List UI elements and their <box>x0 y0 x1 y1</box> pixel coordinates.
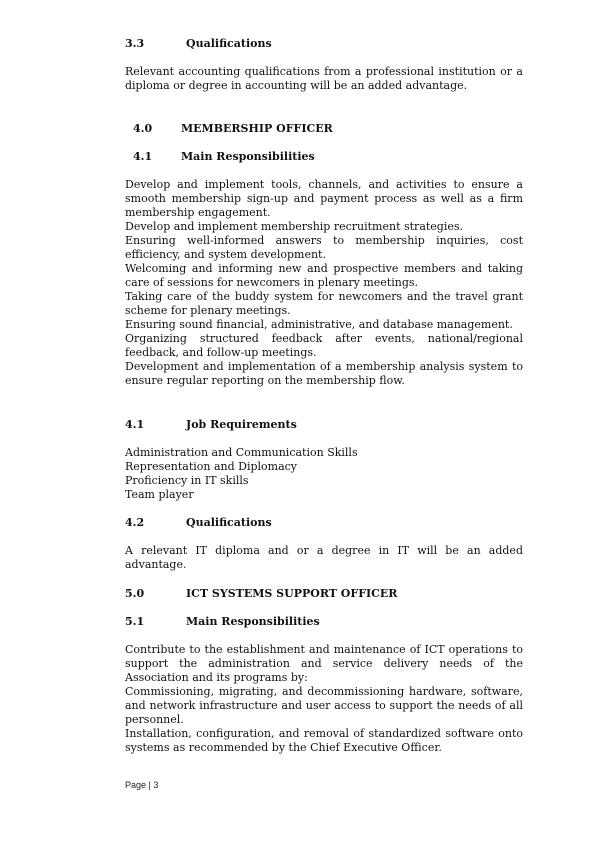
list-item: Team player <box>125 488 194 501</box>
section-title: Qualifications <box>186 516 272 529</box>
section-5-1-responsibilities <box>125 643 523 755</box>
list-item: Contribute to the establishment and maintenance of ICT operations to support the administration and service delivery needs of the Association and its programs by: <box>125 643 523 684</box>
list-item: Welcoming and informing new and prospective members and taking care of sessions for newcomers in plenary meetings. <box>125 262 523 289</box>
section-number: 5.0 <box>125 587 145 600</box>
page-number-footer: Page | 3 <box>125 780 159 790</box>
section-number: 4.1 <box>125 418 145 431</box>
list-item: Administration and Communication Skills <box>125 446 358 459</box>
section-number: 3.3 <box>125 37 145 50</box>
section-title: ICT SYSTEMS SUPPORT OFFICER <box>186 587 398 600</box>
section-number: 4.1 <box>133 150 153 163</box>
section-title: MEMBERSHIP OFFICER <box>181 122 333 135</box>
list-item: Development and implementation of a membership analysis system to ensure regular reporting on the membership flow. <box>125 360 523 387</box>
list-item: Ensuring sound financial, administrative, and database management. <box>125 318 513 331</box>
section-title: Main Responsibilities <box>181 150 315 163</box>
section-4-2-paragraph <box>125 544 523 572</box>
section-3-3-paragraph <box>125 65 523 93</box>
job-requirements-list <box>125 446 523 502</box>
list-item: Develop and implement tools, channels, and activities to ensure a smooth membership sign-up and payment process as well as a firm membership engagement. <box>125 178 523 219</box>
section-title: Main Responsibilities <box>186 615 320 628</box>
list-item: Installation, configuration, and removal of standardized software onto systems as recommended by the Chief Executive Officer. <box>125 727 523 754</box>
list-item: Develop and implement membership recruitment strategies. <box>125 220 464 233</box>
section-number: 5.1 <box>125 615 145 628</box>
list-item: Organizing structured feedback after events, national/regional feedback, and follow-up meetings. <box>125 332 523 359</box>
list-item: Taking care of the buddy system for newcomers and the travel grant scheme for plenary meetings. <box>125 290 523 317</box>
section-title: Job Requirements <box>186 418 297 431</box>
paragraph-text: A relevant IT diploma and or a degree in IT will be an added advantage. <box>125 544 523 571</box>
section-title: Qualifications <box>186 37 272 50</box>
paragraph-text: Relevant accounting qualifications from a professional institution or a diploma or degree in accounting will be an added advantage. <box>125 65 523 92</box>
list-item: Proficiency in IT skills <box>125 474 249 487</box>
section-4-1-responsibilities <box>125 178 523 388</box>
section-number: 4.2 <box>125 516 145 529</box>
section-number: 4.0 <box>133 122 153 135</box>
list-item: Commissioning, migrating, and decommissioning hardware, software, and network infrastructure and user access to support the needs of all personnel. <box>125 685 523 726</box>
list-item: Ensuring well-informed answers to membership inquiries, cost efficiency, and system development. <box>125 234 523 261</box>
list-item: Representation and Diplomacy <box>125 460 298 473</box>
